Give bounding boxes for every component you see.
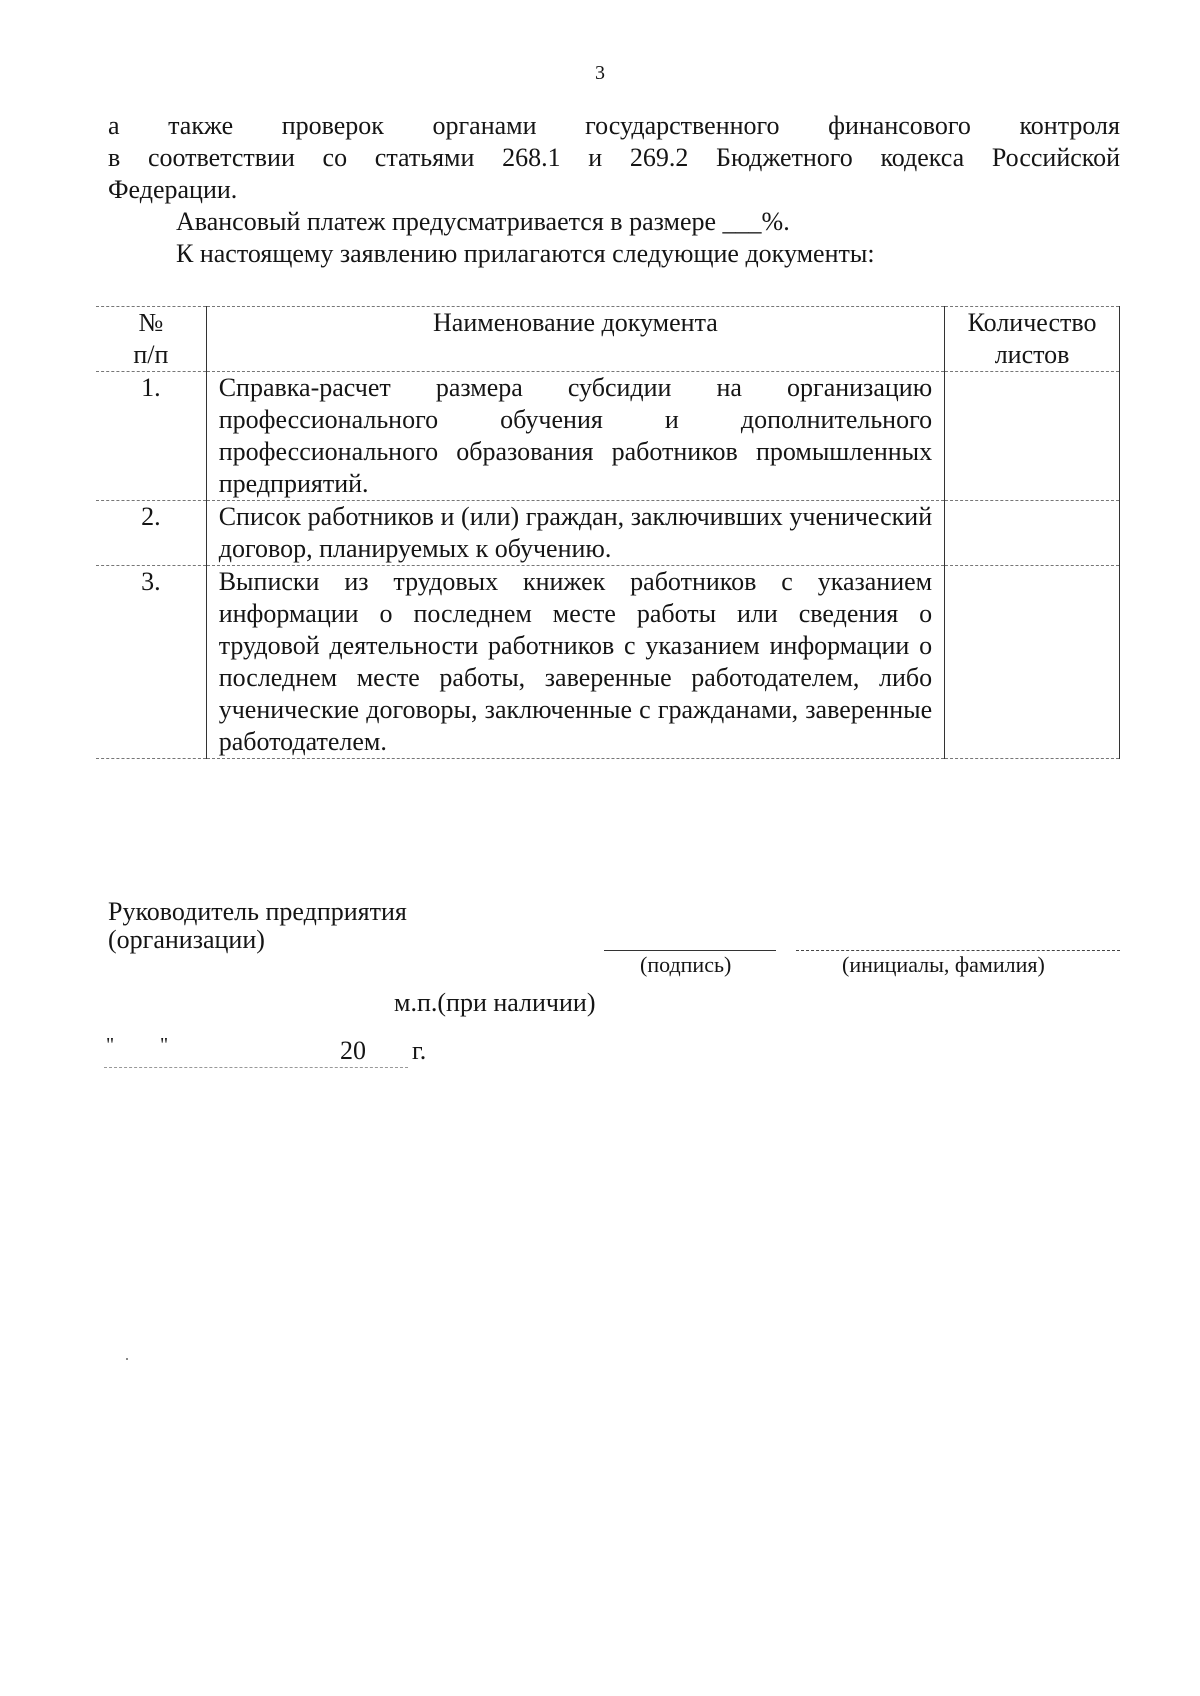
date-quote-open: " [106,1034,115,1056]
row-count [945,566,1120,759]
signatory-role [108,898,407,954]
paragraph-line: Федерации. [108,175,238,204]
row-num: 1. [96,372,206,501]
name-caption: (инициалы, фамилия) [842,952,1045,977]
role-line1: Руководитель предприятия [108,897,407,926]
table-row [96,501,1120,566]
table-header-row [96,307,1120,372]
table-row [96,566,1120,759]
row-document-name: Справка-расчет размера субсидии на организацию профессионального обучения и дополнительного профессионального образования работников промышленных предприятий. [206,372,944,501]
header-num [96,307,206,372]
intro-text [108,110,1120,270]
paragraph-line: в соответствии со статьями 268.1 и 269.2 Бюджетного кодекса Российской [108,143,1120,172]
row-num: 3. [96,566,206,759]
advance-payment-text: Авансовый платеж предусматривается в размере ___%. [176,207,790,236]
stamp-caption: м.п.(при наличии) [394,988,596,1017]
scan-speck [126,1358,128,1360]
signature-caption: (подпись) [640,952,732,977]
header-num-line2: п/п [133,340,169,369]
date-quote-close: " [160,1034,169,1056]
header-num-line1: № [138,308,164,337]
table-row [96,372,1120,501]
row-document-name: Список работников и (или) граждан, заключивших ученический договор, планируемых к обучению. [206,501,944,566]
row-count [945,501,1120,566]
header-count [945,307,1120,372]
header-count-line1: Количество [967,308,1097,337]
name-line [796,950,1120,951]
paragraph-line: а также проверок органами государственного финансового контроля [108,111,1120,140]
header-count-line2: листов [994,340,1070,369]
date-year-suffix: г. [412,1036,427,1065]
attachments-intro: К настоящему заявлению прилагаются следующие документы: [176,239,875,268]
row-document-name: Выписки из трудовых книжек работников с указанием информации о последнем месте работы или сведения о трудовой деятельности работников с указанием информации о последнем месте работы, заверенные работодателем, либо ученические договоры, заключенные с гражданами, заверенные работодателем. [206,566,944,759]
documents-table [96,306,1120,759]
role-line2: (организации) [108,925,265,954]
date-line [104,1067,408,1068]
row-num: 2. [96,501,206,566]
page-number: 3 [595,62,605,84]
signature-line [604,950,776,951]
header-name: Наименование документа [206,307,944,372]
date-year-prefix: 20 [340,1036,366,1065]
row-count [945,372,1120,501]
